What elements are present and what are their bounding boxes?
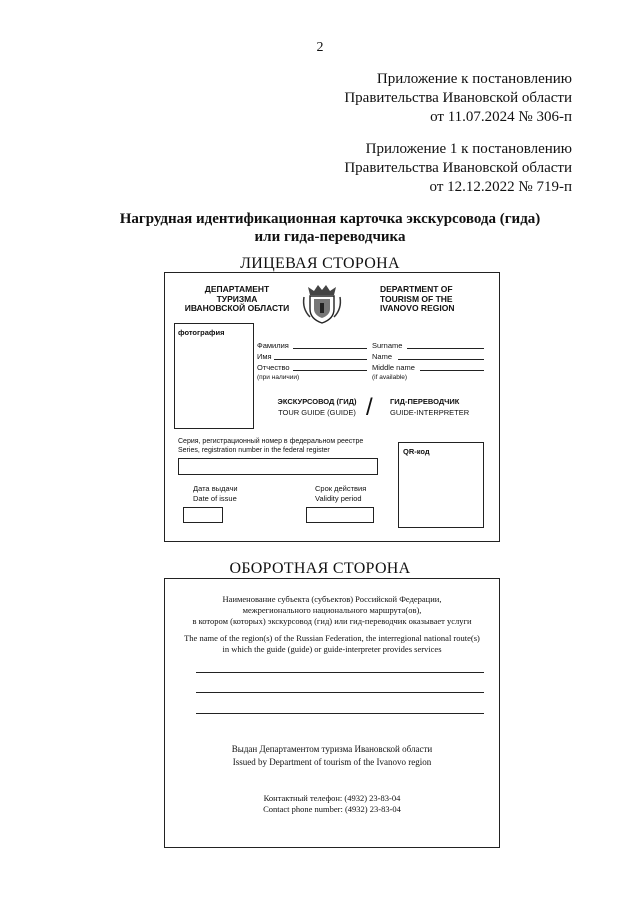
contact-phone-ru: Контактный телефон: (4932) 23-83-04 [263,793,401,803]
region-label-en-line2: in which the guide (guide) or guide-interpreter provides services [222,644,442,654]
appendix-current [344,70,572,127]
appendix-original-line2: Правительства Ивановской области [344,160,572,176]
appendix-current-line1: Приложение к постановлению [376,71,572,87]
issued-by-en: Issued by Department of tourism of the Ivanovo region [232,757,432,767]
document-title-line2: или гида-переводчика [254,229,406,245]
registry-label-en: Series, registration number in the federal register [178,447,330,454]
tour-guide-label-ru: ЭКСКУРСОВОД (ГИД) [277,397,357,406]
guide-interpreter-label-ru: ГИД-ПЕРЕВОДЧИК [390,397,460,406]
surname-en-line [407,348,484,349]
coat-of-arms-icon [300,281,344,325]
photo-label: фотография [178,328,225,337]
issue-date-label-en: Date of issue [193,494,237,503]
department-en-line1: DEPARTMENT OF [380,284,453,294]
validity-period-field [306,507,374,523]
name-en-label: Name [372,352,393,361]
tour-guide-label-en: TOUR GUIDE (GUIDE) [278,408,356,417]
department-ru-line1: ДЕПАРТАМЕНТ [204,284,270,294]
appendix-current-line2: Правительства Ивановской области [344,90,572,106]
department-en-line2: TOURISM OF THE [380,293,453,304]
role-separator: / [366,394,373,421]
guide-interpreter-label-en: GUIDE-INTERPRETER [390,408,470,417]
document-title-line1: Нагрудная идентификационная карточка экскурсовода (гида) [119,211,541,227]
validity-label-ru: Срок действия [315,484,367,493]
registry-number-field [178,458,378,475]
photo-frame [174,323,254,429]
region-label-ru-line2: межрегионального национального маршрута(ов), [242,605,422,615]
region-label-en-line1: The name of the region(s) of the Russian Federation, the interregional national route(s) [184,633,480,643]
patronymic-ru-label: Отчество [257,363,290,372]
surname-ru-label: Фамилия [257,341,289,350]
back-side-heading: ОБОРОТНАЯ СТОРОНА [229,560,411,577]
middle-name-en-note: (if available) [372,374,408,381]
name-ru-label: Имя [257,352,272,361]
middle-name-en-label: Middle name [372,363,415,372]
surname-en-label: Surname [372,341,403,350]
patronymic-ru-note: (при наличии) [257,374,300,381]
registry-label-ru: Серия, регистрационный номер в федеральном реестре [178,438,364,445]
issue-date-label-ru: Дата выдачи [193,484,238,493]
surname-ru-line [293,348,367,349]
appendix-original-line1: Приложение 1 к постановлению [365,141,572,157]
page-number: 2 [316,40,324,55]
document-title [60,210,600,246]
department-ru-line3: ИВАНОВСКОЙ ОБЛАСТИ [184,303,290,313]
qr-code-label: QR-код [403,447,430,456]
issue-date-field [183,507,223,523]
department-name-ru [183,285,291,314]
name-en-line [398,359,484,360]
issued-by-ru: Выдан Департаментом туризма Ивановской области [231,744,433,754]
region-entry-line [196,672,484,673]
region-entry-line [196,713,484,714]
patronymic-ru-line [293,370,367,371]
department-name-en [380,285,490,314]
region-label-ru-line3: в котором (которых) экскурсовод (гид) или гид-переводчик оказывает услуги [192,616,472,626]
validity-label-en: Validity period [315,494,362,503]
name-ru-line [274,359,367,360]
department-en-line3: IVANOVO REGION [380,303,455,313]
contact-phone-en: Contact phone number: (4932) 23-83-04 [263,804,401,814]
front-side-heading: ЛИЦЕВАЯ СТОРОНА [240,255,400,272]
appendix-current-line3: от 11.07.2024 № 306-п [430,109,572,125]
region-label-ru-line1: Наименование субъекта (субъектов) Российской Федерации, [222,594,442,604]
region-entry-line [196,692,484,693]
appendix-original-line3: от 12.12.2022 № 719-п [429,179,572,195]
middle-name-en-line [420,370,484,371]
appendix-original [344,140,572,197]
department-ru-line2: ТУРИЗМА [216,293,258,304]
